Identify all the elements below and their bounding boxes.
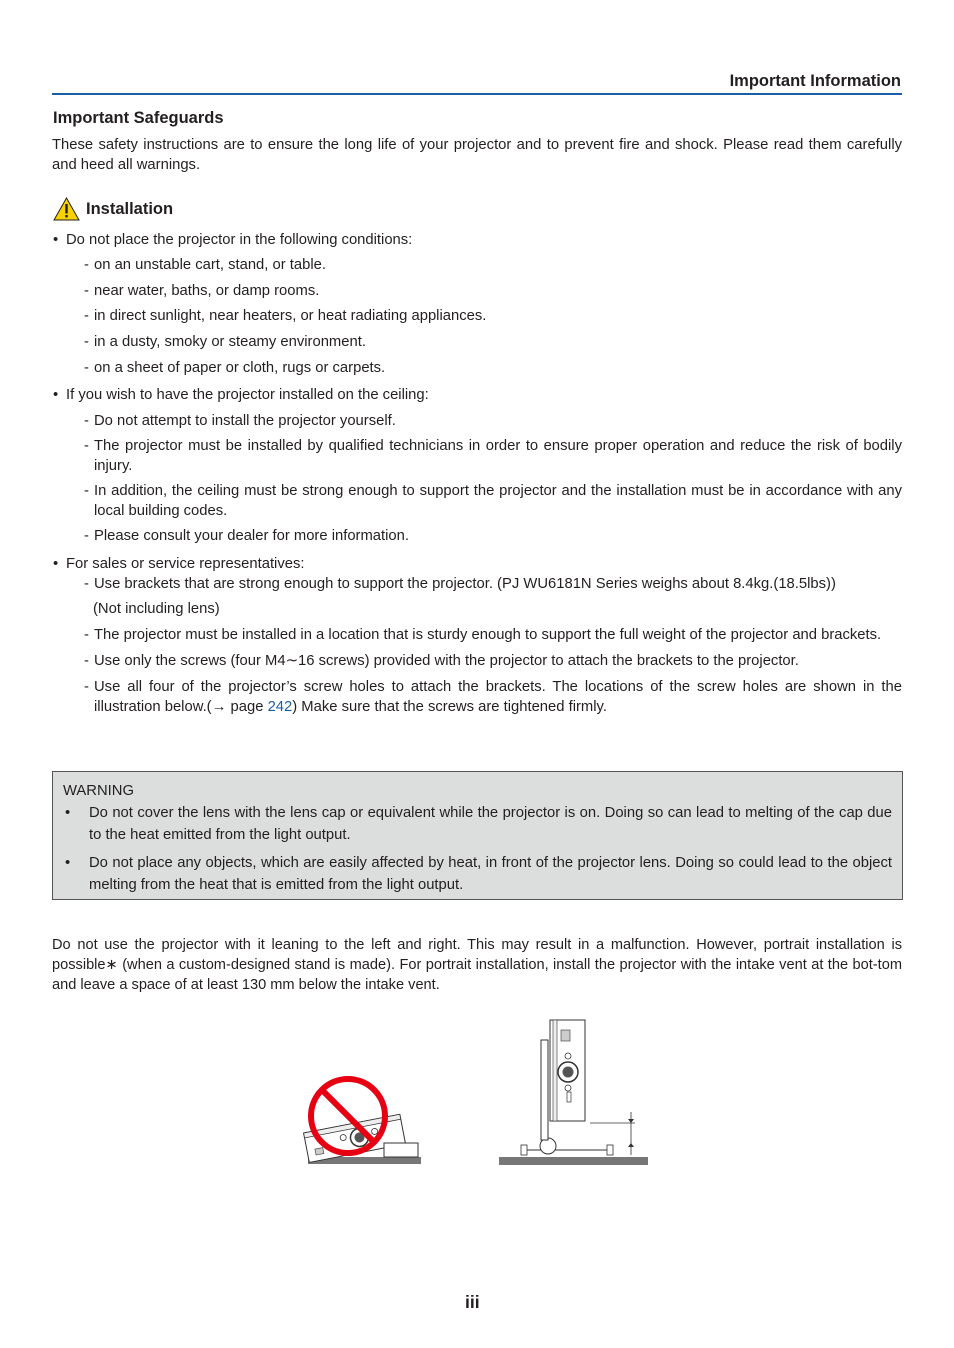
sub-item: - on a sheet of paper or cloth, rugs or carpets. bbox=[52, 358, 902, 378]
page-number: iii bbox=[465, 1292, 480, 1312]
page-link[interactable]: 242 bbox=[267, 699, 293, 715]
page-ref-word: page bbox=[230, 699, 268, 715]
installation-heading bbox=[53, 196, 173, 222]
sub-item: - on an unstable cart, stand, or table. bbox=[52, 255, 902, 275]
sub-item bbox=[52, 677, 902, 717]
sub-item: - The projector must be installed in a location that is sturdy enough to support the full weight of the projector and brackets. bbox=[52, 625, 902, 645]
warning-item: • Do not place any objects, which are easily affected by heat, in front of the projector lens. Doing so could lead to the object melting from the heat that is emitted from the light output. bbox=[63, 852, 892, 896]
installation-title: Installation bbox=[86, 199, 174, 218]
header-rule bbox=[52, 93, 902, 95]
warning-box bbox=[52, 771, 903, 900]
sub-item: - In addition, the ceiling must be strong enough to support the projector and the installation must be in accordance with any local building codes. bbox=[52, 481, 902, 521]
tilted-projector-prohibited-illustration bbox=[300, 1065, 425, 1170]
installation-list bbox=[52, 230, 902, 717]
sub-item: - Use brackets that are strong enough to support the projector. (PJ WU6181N Series weighs about 8.4kg.(18.5lbs)) bbox=[52, 574, 902, 594]
header-title: Important Information bbox=[729, 72, 901, 90]
sub-item: - Use only the screws (four M4∼16 screws) provided with the projector to attach the brackets to the projector. bbox=[52, 651, 902, 671]
sub-item: - in a dusty, smoky or steamy environment. bbox=[52, 332, 902, 352]
sub-item: - near water, baths, or damp rooms. bbox=[52, 281, 902, 301]
sub-item: - in direct sunlight, near heaters, or heat radiating appliances. bbox=[52, 306, 902, 326]
sub-item-continuation: (Not including lens) bbox=[93, 601, 220, 617]
sub-item: - Do not attempt to install the projector yourself. bbox=[52, 411, 902, 431]
list-item: • For sales or service representatives: bbox=[52, 554, 902, 574]
warning-triangle-icon bbox=[53, 197, 80, 221]
list-item: • Do not place the projector in the following conditions: bbox=[52, 230, 902, 250]
warning-item: • Do not cover the lens with the lens cap or equivalent while the projector is on. Doing so can lead to melting of the cap due to the heat emitted from the light output. bbox=[63, 802, 892, 846]
portrait-installation-illustration bbox=[495, 1015, 653, 1170]
sub-item: - The projector must be installed by qualified technicians in order to ensure proper operation and reduce the risk of bodily injury. bbox=[52, 436, 902, 476]
portrait-note: Do not use the projector with it leaning to the left and right. This may result in a malfunction. However, portrait installation is possible∗ (when a custom-designed stand is made). For portrait installation, install the projector with the intake vent at the bot-tom and leave a space of at least 130 mm below the intake vent. bbox=[52, 937, 902, 993]
list-item: • If you wish to have the projector installed on the ceiling: bbox=[52, 385, 902, 405]
section-title: Important Safeguards bbox=[53, 109, 224, 127]
sub-item-text: Use all four of the projector’s screw holes to attach the brackets. The locations of the screw holes are shown in the illustration below.(→ bbox=[94, 679, 902, 715]
sub-item-text: ) Make sure that the screws are tightened firmly. bbox=[292, 699, 607, 715]
sub-item: - Please consult your dealer for more information. bbox=[52, 526, 902, 546]
intro-paragraph: These safety instructions are to ensure the long life of your projector and to prevent fire and shock. Please read them carefully and heed all warnings. bbox=[52, 137, 902, 173]
warning-title: WARNING bbox=[63, 783, 134, 799]
